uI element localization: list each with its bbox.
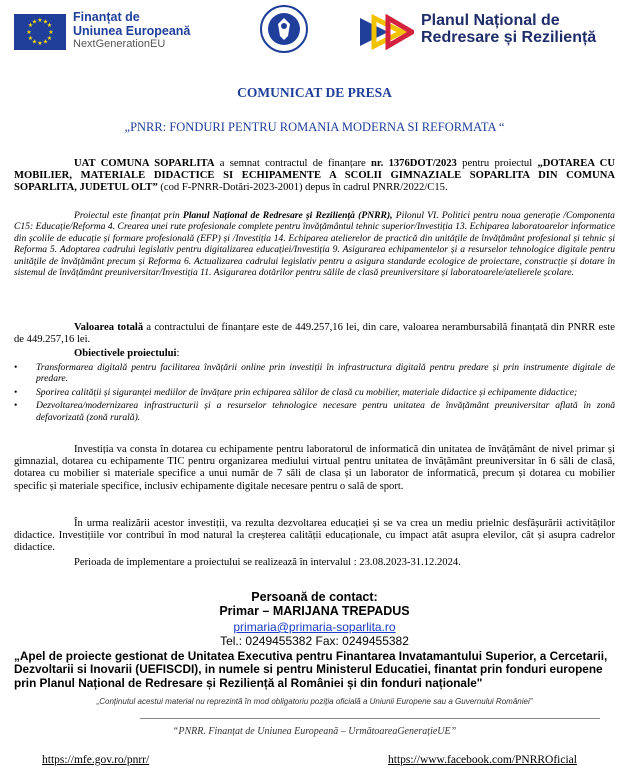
period-paragraph [14,557,615,569]
contact-email-link[interactable]: primaria@primaria-soparlita.ro [233,620,396,634]
result-paragraph [14,518,615,555]
list-item [14,387,615,398]
financing-text-1: Proiectul este finanțat prin [74,210,183,221]
financing-text-2: Pilonul VI. Politici pentru noua generație /Componenta C15: Educație/Reforma 4. Crearea unei rute profesionale complete pentru învățământul tehnic superior/Investiția 13. Echiparea laboratoarelor informatice din școlile de educație și formare profesională (EFP) și /Investiția 14. Echiparea atelierelor de practică din unitățile de învățământ profesional și tehnic și Reforma 5. Adoptarea cadrului legislativ pentru digitalizarea educației/Investiția 9. Asigurarea echipamentelor și a resurselor tehnologice digitale pentru unitățile de învățământ precum și Reforma 6. Actualizarea cadrului legislativ pentru a asigura standarde ecologice de proiectare, construcție și dotare în sistemul de învățământ preuniversitar/Investiția 11. Asigurarea dotărilor pentru sălile de clasă preuniversitare și laboratoarele/atelierele școlare. [14,210,615,279]
project-title: „DOTAREA CU MOBILIER, MATERIALE DIDACTICE SI ECHIPAMENTE A SCOLII GIMNAZIALE SOPARLITA DIN COMUNA SOPARLITA, JUDETUL OLT” [14,158,615,194]
svg-text:★: ★ [27,22,34,29]
objective-text: Dezvoltarea/modernizarea infrastructurii și a resurselor tehnologice necesare pentru unitatea de învățământ preuniversitar aflată în zonă defavorizată (zonă rurală). [36,400,615,423]
contact-heading: Persoană de contact: [251,590,378,604]
page-subtitle: „PNRR: FONDURI PENTRU ROMANIA MODERNA SI REFORMATA “ [124,120,505,134]
svg-text:★: ★ [37,17,43,24]
svg-text:★: ★ [31,18,38,26]
disclaimer: „Conținutul acestui material nu reprezintă în mod obligatoriu poziția oficială a Uniunii Europene sau a Guvernului României” [96,697,533,706]
value-paragraph [14,322,615,346]
eu-logo-text [73,10,190,51]
objective-text: Sporirea calității și siguranței mediilor de învățare prin echiparea sălilor de clasă cu mobilier, materiale didactice și echipamente didactice; [36,386,578,398]
intro-text-2: pentru proiectul [456,158,538,169]
uat-name: UAT COMUNA SOPARLITA [74,158,215,169]
eu-logo-line2: Uniunea Europeană [73,24,191,38]
svg-text:★: ★ [42,18,49,26]
period-text: Perioada de implementare a proiectului se realizează în intervalul : 23.08.2023-31.12.2024. [74,557,461,568]
facebook-link[interactable]: https://www.facebook.com/PNRROficial [388,754,577,766]
svg-text:★: ★ [37,40,43,47]
svg-text:★: ★ [31,38,38,46]
objective-text: Transformarea digitală pentru facilitarea învățării online prin investiții în infrastructura digitală pentru predare și prin instrumente digitale de predare. [36,362,615,385]
objectives-colon: : [176,348,180,359]
value-text: a contractului de finanțare este de 449.257,16 lei, din care, valoarea nerambursabilă finanțată din PNRR este de 449.257,16 lei. [14,322,616,346]
intro-paragraph [14,158,615,195]
list-item [14,400,615,423]
result-text: În urma realizării acestor investiții, va rezulta dezvoltarea educației și se va crea un mediu prielnic desfășurării activităților didactice. Investițiile vor contribui în mod natural la creșterea calității educaționale, cu impact atât asupra elevilor, cât și asupra cadrelor didactice. [14,518,615,554]
page-title: COMUNICAT DE PRESA [237,85,392,100]
eu-flag-icon [14,14,66,50]
eu-logo-line3: NextGenerationEU [73,38,166,50]
investment-paragraph [14,444,615,493]
pnrr-logo-text [421,12,596,46]
svg-text:★: ★ [46,22,53,29]
pnrr-logo-line2: Redresare și Reziliență [421,29,597,46]
contact-name: Primar – MARIJANA TREPADUS [219,604,410,618]
contact-phone: Tel.: 0249455382 Fax: 0249455382 [220,634,409,648]
intro-text-1: a semnat contractul de finanțare [214,158,371,169]
bullet-icon: • [14,400,18,412]
value-label: Valoarea totală [74,322,144,333]
objectives-heading-row [14,348,615,360]
objectives-list [14,362,615,425]
svg-text:★: ★ [46,35,53,42]
svg-text:★: ★ [48,29,54,36]
financing-program: Planul Național de Redresare și Reziliență (PNRR), [182,210,393,221]
mfe-link[interactable]: https://mfe.gov.ro/pnrr/ [42,754,150,766]
bullet-icon: • [14,386,18,398]
eu-logo-line1: Finanțat de [73,10,140,24]
list-item [14,362,615,385]
pnrr-logo-icon [358,14,414,50]
footer-tagline: “PNRR. Finanțat de Uniunea Europeană – UrmătoareaGenerațieUE” [172,726,457,737]
svg-text:★: ★ [42,38,49,46]
footer-divider [140,718,600,719]
bullet-icon: • [14,362,18,373]
appeal-statement: „Apel de proiecte gestionat de Unitatea Executiva pentru Finantarea Invatamantului Superior, a Cercetarii, Dezvoltarii si Inovarii (UEFISCDI), in numele si pentru Ministerul Educatiei, finantat prin fonduri europene prin Planul Național de Redresare și Reziliență al României și din fonduri naționale" [14,649,608,690]
svg-text:★: ★ [26,29,32,36]
intro-text-3: (cod F-PNRR-Dotări-2023-2001) depus în cadrul PNRR/2022/C15. [157,182,448,194]
investment-text: Investiția va consta în dotarea cu echipamente pentru laboratorul de informatică din unitatea de învățământ de nivel primar și gimnazial, dotarea cu echipamente TIC pentru organizarea mediului virtual pentru unitatea de învățământ preuniversitar în 6 săli de clasă, dotarea cu mobilier si materiale specifice a unui număr de 7 săli de clasa și un laborator de informatică, precum și dotarea cu mobilier specific și materiale specifice, inclusiv echipamente digitale necesare pentru o sală de sport. [14,444,615,492]
financing-paragraph [14,210,615,278]
svg-text:★: ★ [27,35,34,42]
objectives-heading: Obiectivele proiectului [74,348,177,359]
contract-number: nr. 1376DOT/2023 [371,158,457,169]
government-seal-icon [259,4,309,54]
pnrr-logo-line1: Planul Național de [421,12,560,29]
